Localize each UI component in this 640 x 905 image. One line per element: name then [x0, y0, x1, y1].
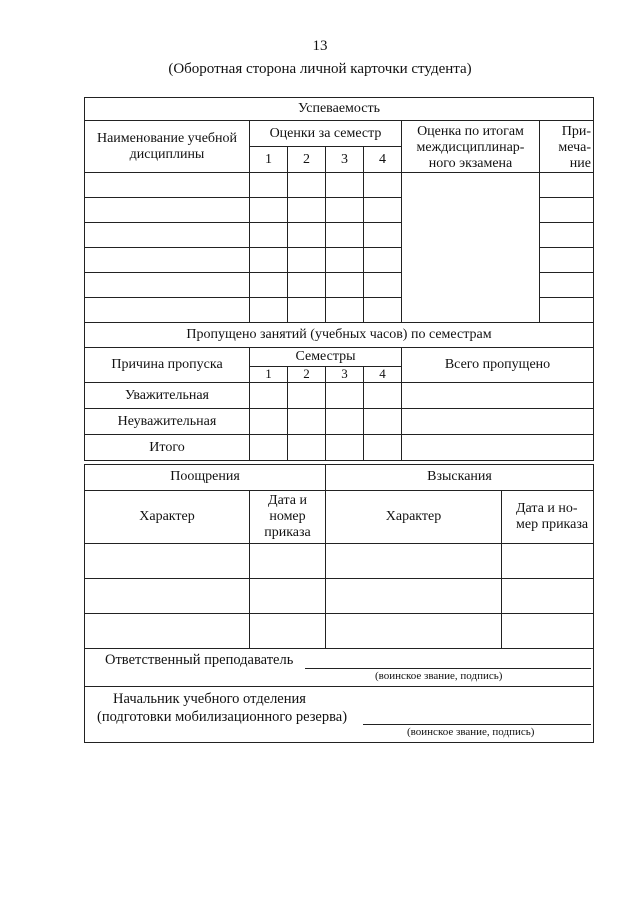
- absence-cell[interactable]: [288, 409, 326, 435]
- student-card-table: [84, 97, 594, 461]
- absence-cell[interactable]: [250, 383, 288, 409]
- table-row: [85, 173, 594, 198]
- absence-reason-excused: Уважительная: [85, 383, 250, 409]
- reward-kind-cell[interactable]: [85, 544, 250, 579]
- semester-3: 3: [326, 147, 364, 173]
- penalty-order-cell[interactable]: [502, 544, 594, 579]
- reward-order-cell[interactable]: [250, 579, 326, 614]
- penalty-kind-cell[interactable]: [326, 544, 502, 579]
- penalty-order-cell[interactable]: [502, 579, 594, 614]
- absence-cell[interactable]: [326, 409, 364, 435]
- reward-order-cell[interactable]: [250, 544, 326, 579]
- absence-total-cell[interactable]: [402, 409, 594, 435]
- penalty-kind-cell[interactable]: [326, 579, 502, 614]
- discipline-cell[interactable]: [85, 273, 250, 298]
- teacher-signature-caption: (воинское звание, подпись): [375, 670, 503, 682]
- absence-semester-3: 3: [326, 367, 364, 383]
- grade-cell[interactable]: [288, 198, 326, 223]
- absence-total-cell[interactable]: [402, 383, 594, 409]
- discipline-cell[interactable]: [85, 298, 250, 323]
- rewards-col-kind: Характер: [85, 491, 250, 544]
- penalties-title: Взыскания: [326, 465, 594, 491]
- head-signature-line[interactable]: [363, 724, 591, 725]
- grade-cell[interactable]: [250, 248, 288, 273]
- absence-semester-2: 2: [288, 367, 326, 383]
- grade-cell[interactable]: [364, 198, 402, 223]
- grade-cell[interactable]: [364, 223, 402, 248]
- absence-cell[interactable]: [250, 409, 288, 435]
- grade-cell[interactable]: [326, 248, 364, 273]
- absence-semester-4: 4: [364, 367, 402, 383]
- notes-cell[interactable]: [540, 273, 594, 298]
- absence-cell[interactable]: [364, 409, 402, 435]
- table-row: [85, 614, 594, 649]
- head-signature-block: [85, 687, 594, 743]
- grade-cell[interactable]: [288, 173, 326, 198]
- grade-cell[interactable]: [288, 298, 326, 323]
- absence-cell[interactable]: [288, 435, 326, 461]
- penalty-order-cell[interactable]: [502, 614, 594, 649]
- grade-cell[interactable]: [326, 273, 364, 298]
- notes-cell[interactable]: [540, 248, 594, 273]
- absence-cell[interactable]: [288, 383, 326, 409]
- grade-cell[interactable]: [250, 173, 288, 198]
- rewards-col-order: Дата и номер приказа: [250, 491, 326, 544]
- grade-cell[interactable]: [364, 248, 402, 273]
- absence-cell[interactable]: [326, 383, 364, 409]
- table-row: [85, 409, 594, 435]
- exam-grade-cell[interactable]: [402, 173, 540, 323]
- discipline-cell[interactable]: [85, 223, 250, 248]
- absence-cell[interactable]: [364, 435, 402, 461]
- grade-cell[interactable]: [288, 248, 326, 273]
- grade-cell[interactable]: [364, 298, 402, 323]
- rewards-title: Поощрения: [85, 465, 326, 491]
- grade-cell[interactable]: [364, 273, 402, 298]
- absence-cell[interactable]: [364, 383, 402, 409]
- progress-title: Успеваемость: [85, 98, 594, 121]
- grade-cell[interactable]: [288, 223, 326, 248]
- col-grades: Оценки за семестр: [250, 121, 402, 147]
- notes-cell[interactable]: [540, 298, 594, 323]
- table-row: [85, 579, 594, 614]
- teacher-signature-line[interactable]: [305, 668, 591, 669]
- teacher-signature-block: [85, 649, 594, 687]
- grade-cell[interactable]: [250, 198, 288, 223]
- notes-cell[interactable]: [540, 198, 594, 223]
- grade-cell[interactable]: [250, 273, 288, 298]
- grade-cell[interactable]: [326, 298, 364, 323]
- teacher-label: Ответственный преподаватель: [105, 652, 294, 668]
- grade-cell[interactable]: [288, 273, 326, 298]
- col-reason: Причина пропуска: [85, 348, 250, 383]
- grade-cell[interactable]: [326, 173, 364, 198]
- semester-4: 4: [364, 147, 402, 173]
- reward-kind-cell[interactable]: [85, 579, 250, 614]
- semester-2: 2: [288, 147, 326, 173]
- grade-cell[interactable]: [364, 173, 402, 198]
- absences-title: Пропущено занятий (учебных часов) по семестрам: [85, 323, 594, 348]
- table-row: [85, 383, 594, 409]
- grade-cell[interactable]: [326, 198, 364, 223]
- notes-cell[interactable]: [540, 173, 594, 198]
- head-label-1: Начальник учебного отделения: [113, 691, 306, 707]
- absence-total-cell[interactable]: [402, 435, 594, 461]
- grade-cell[interactable]: [326, 223, 364, 248]
- absence-semester-1: 1: [250, 367, 288, 383]
- penalty-kind-cell[interactable]: [326, 614, 502, 649]
- penalties-col-kind: Характер: [326, 491, 502, 544]
- page-subtitle: (Оборотная сторона личной карточки студента): [168, 61, 472, 77]
- discipline-cell[interactable]: [85, 248, 250, 273]
- penalties-col-order: Дата и но-мер приказа: [502, 491, 594, 544]
- table-row: [85, 544, 594, 579]
- col-exam: Оценка по итогам междисциплинар-ного экзамена: [402, 121, 540, 173]
- notes-cell[interactable]: [540, 223, 594, 248]
- absence-reason-total: Итого: [85, 435, 250, 461]
- discipline-cell[interactable]: [85, 173, 250, 198]
- discipline-cell[interactable]: [85, 198, 250, 223]
- absence-cell[interactable]: [250, 435, 288, 461]
- absence-cell[interactable]: [326, 435, 364, 461]
- grade-cell[interactable]: [250, 298, 288, 323]
- reward-order-cell[interactable]: [250, 614, 326, 649]
- rewards-penalties-table: [84, 464, 594, 743]
- table-row: [85, 435, 594, 461]
- reward-kind-cell[interactable]: [85, 614, 250, 649]
- head-signature-caption: (воинское звание, подпись): [407, 726, 535, 738]
- semester-1: 1: [250, 147, 288, 173]
- head-label-2: (подготовки мобилизационного резерва): [97, 709, 348, 725]
- absence-reason-unexcused: Неуважительная: [85, 409, 250, 435]
- col-total: Всего пропущено: [402, 348, 594, 383]
- col-notes: При-меча-ние: [540, 121, 594, 173]
- page-number: 13: [312, 38, 328, 54]
- grade-cell[interactable]: [250, 223, 288, 248]
- col-semesters: Семестры: [250, 348, 402, 367]
- col-discipline: Наименование учебной дисциплины: [85, 121, 250, 173]
